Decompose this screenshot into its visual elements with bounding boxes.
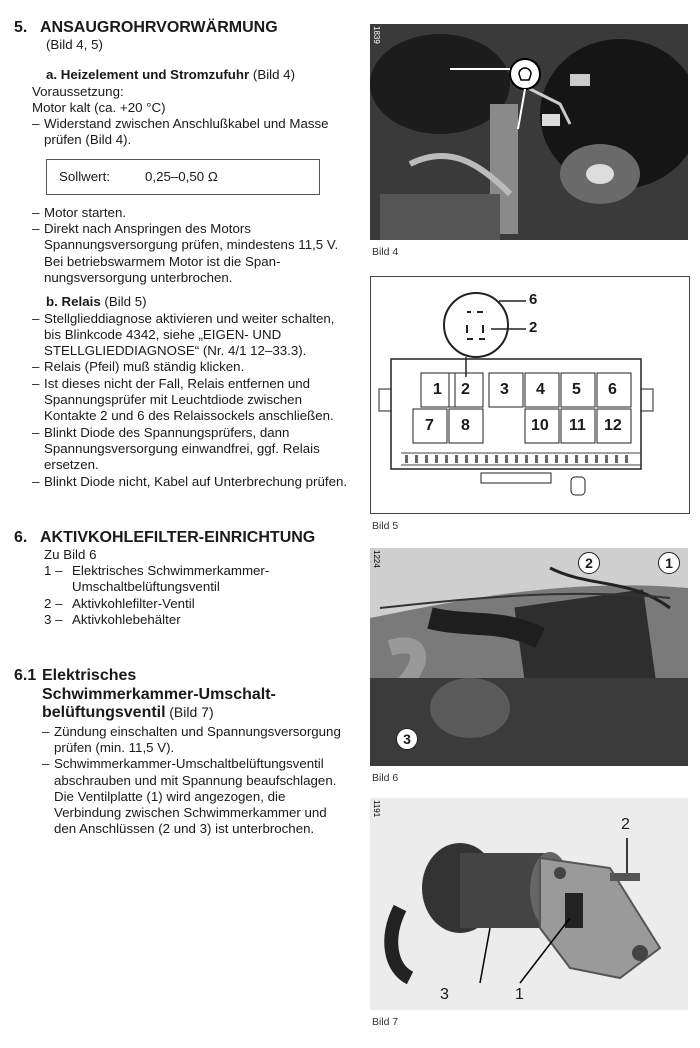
- relay-slot-number: 10: [531, 417, 549, 434]
- setpoint-label: Sollwert:: [59, 168, 110, 184]
- figure-caption: Bild 5: [372, 520, 399, 532]
- legend-item: 3 – Aktivkohlebehälter: [44, 612, 181, 628]
- step-note: Bei betriebswarmem Motor ist die Spannungsversorgung unterbrochen.: [44, 253, 281, 285]
- relay-slot-number: 12: [604, 417, 622, 434]
- engine-compartment-illustration: [370, 548, 688, 766]
- relay-callout: 6: [529, 291, 538, 308]
- section-6-heading: 6. AKTIVKOHLEFILTER-EINRICHTUNG: [14, 528, 316, 546]
- relay-slot-number: 2: [461, 381, 470, 398]
- section-6-ref: Zu Bild 6: [44, 546, 97, 562]
- image-code: 1224: [372, 550, 381, 568]
- step-text: – Relais (Pfeil) muß ständig klicken.: [32, 359, 350, 375]
- image-code: 1839: [372, 26, 381, 44]
- engine-bay-illustration: [370, 24, 688, 240]
- figure-column: [370, 24, 692, 1028]
- image-code: 1191: [372, 800, 381, 818]
- prerequisite-label: Voraussetzung:: [32, 83, 124, 99]
- relay-slot-number: 4: [536, 381, 545, 398]
- component-callout: 1: [658, 552, 680, 574]
- figure-caption: Bild 4: [372, 246, 399, 258]
- valve-illustration: [370, 798, 688, 1010]
- figure-caption: Bild 7: [372, 1016, 399, 1028]
- component-callout: 3: [396, 728, 418, 750]
- step-text: – Stellglieddiagnose aktivieren und weiter schalten, bis Blinkcode 4342, siehe „EIGEN- UND STELLGLIEDDIAGNOSE“ (Nr. 4/1 12–33.3).: [32, 311, 350, 360]
- section-5-heading: 5. ANSAUGROHRVORWÄRMUNG: [14, 19, 278, 36]
- step-text: – Blinkt Diode des Spannungsprüfers, dann Spannungsversorgung einwandfrei, ggf. Relais ersetzen.: [32, 425, 350, 474]
- relay-slot-number: 8: [461, 417, 470, 434]
- figure-caption: Bild 6: [372, 772, 399, 784]
- prerequisite-condition: Motor kalt (ca. +20 °C): [32, 99, 166, 115]
- step-text: – Schwimmerkammer-Umschaltbelüftungsventil abschrauben und mit Spannung beaufschlagen.: [42, 756, 350, 789]
- legend-item: 2 – Aktivkohlefilter-Ventil: [44, 595, 195, 611]
- step-text: – Zündung einschalten und Spannungsversorgung prüfen (min. 11,5 V).: [42, 724, 350, 757]
- component-callout: 1: [515, 986, 524, 1003]
- section-5-ref: (Bild 4, 5): [46, 37, 103, 52]
- relay-slot-number: 7: [425, 417, 434, 434]
- step-text: – Ist dieses nicht der Fall, Relais entfernen und Spannungsprüfer mit Leuchtdiode zwischen Kontakte 2 und 6 des Relaissockels anschließen.: [32, 376, 350, 425]
- relay-box-drawing: [371, 277, 689, 513]
- relay-callout: 2: [529, 319, 538, 336]
- subsection-b-heading: b. Relais (Bild 5): [46, 294, 147, 310]
- bild-4-photo: [370, 24, 688, 240]
- component-callout: 2: [578, 552, 600, 574]
- legend-item: 1 – Elektrisches Schwimmerkammer-Umschaltbelüftungsventil: [44, 563, 270, 595]
- relay-slot-number: 11: [569, 417, 586, 434]
- setpoint-value: 0,25–0,50 Ω: [145, 168, 218, 184]
- bild-5-diagram: [370, 276, 690, 514]
- relay-slot-number: 6: [608, 381, 617, 398]
- component-callout: 2: [621, 816, 630, 833]
- text-column: [14, 18, 350, 838]
- relay-slot-number: 5: [572, 381, 581, 398]
- section-61-heading: 6.1 Elektrisches Schwimmerkammer-Umschalt- belüftungsventil (Bild 7): [14, 667, 276, 722]
- component-callout: 3: [440, 986, 449, 1003]
- setpoint-box: [46, 159, 320, 195]
- relay-slot-number: 1: [433, 381, 442, 398]
- step-text: – Blinkt Diode nicht, Kabel auf Unterbrechung prüfen.: [32, 474, 350, 490]
- step-text: – Widerstand zwischen Anschlußkabel und Masse prüfen (Bild 4).: [32, 116, 350, 149]
- step-text: – Direkt nach Anspringen des Motors Spannungsversorgung prüfen, mindestens 11,5 V.: [32, 221, 350, 254]
- bild-7-photo: [370, 798, 688, 1010]
- subsection-a-heading: a. Heizelement und Stromzufuhr (Bild 4): [46, 67, 296, 83]
- legend-list: [14, 563, 350, 628]
- step-text: – Motor starten.: [32, 205, 350, 221]
- relay-slot-number: 3: [500, 381, 509, 398]
- bild-6-photo: [370, 548, 688, 766]
- step-note: Die Ventilplatte (1) wird angezogen, die Verbindung zwischen Schwimmerkammer und den Anschlüssen (2 und 3) ist unterbrochen.: [54, 788, 327, 837]
